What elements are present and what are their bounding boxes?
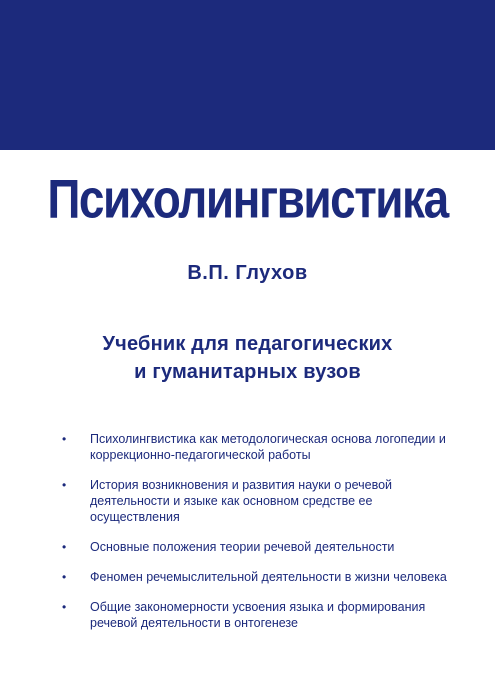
bullet-icon: • bbox=[62, 540, 67, 554]
book-title: Психолингвистика bbox=[47, 167, 448, 230]
topic-item bbox=[60, 477, 455, 525]
topic-text: История возникновения и развития науки о речевой деятельности и языке как основном средстве ее осуществления bbox=[90, 478, 393, 524]
topic-item bbox=[60, 569, 455, 585]
bullet-icon: • bbox=[62, 478, 67, 492]
bullet-icon: • bbox=[62, 570, 67, 584]
topic-text: Общие закономерности усвоения языка и формирования речевой деятельности в онтогенезе bbox=[90, 600, 426, 630]
topics-list bbox=[60, 431, 455, 645]
book-subtitle bbox=[0, 330, 495, 386]
subtitle-line-2: и гуманитарных вузов bbox=[134, 361, 361, 383]
subtitle-line-1: Учебник для педагогических bbox=[102, 333, 393, 355]
topic-text: Психолингвистика как методологическая основа логопедии и коррекционно-педагогической работы bbox=[90, 432, 446, 462]
topic-item bbox=[60, 599, 455, 631]
book-author: В.П. Глухов bbox=[187, 262, 308, 284]
topic-item bbox=[60, 431, 455, 463]
bullet-icon: • bbox=[62, 432, 67, 446]
top-color-band bbox=[0, 0, 495, 150]
bullet-icon: • bbox=[62, 600, 67, 614]
topic-text: Основные положения теории речевой деятельности bbox=[90, 540, 395, 554]
topic-text: Феномен речемыслительной деятельности в жизни человека bbox=[90, 570, 447, 584]
topic-item bbox=[60, 539, 455, 555]
